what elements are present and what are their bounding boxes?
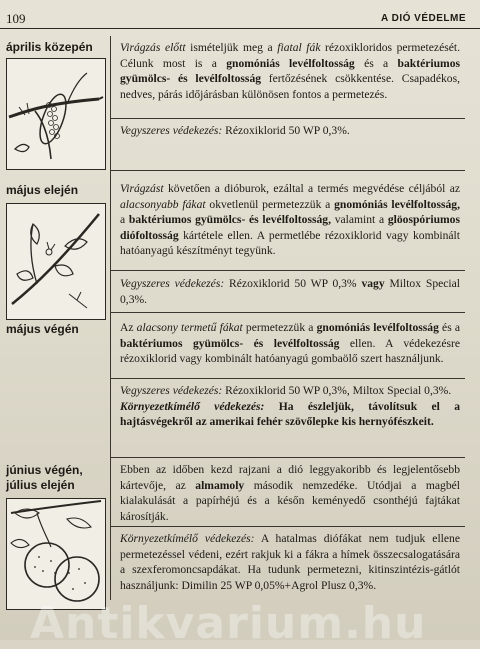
section-label-may-late: május végén — [6, 322, 79, 336]
section-label-june: június végén, július elején — [6, 463, 83, 492]
catkin-illustration — [6, 58, 106, 170]
watermark: Antikvarium.hu — [30, 598, 427, 649]
section-label-may-early: május elején — [6, 183, 79, 197]
divider — [110, 270, 465, 271]
walnut-illustration — [6, 498, 106, 610]
divider — [110, 526, 465, 527]
divider — [110, 118, 465, 119]
walnut-fruit-drawing — [7, 499, 105, 609]
divider — [110, 312, 465, 313]
treatment-april: Vegyszeres védekezés: Rézoxiklorid 50 WP 0,3%. — [120, 124, 350, 137]
walnut-flower-drawing — [7, 204, 105, 319]
section-text-june: Ebben az időben kezd rajzani a dió leggyakoribb és legjelentősebb kártevője, az almamoly második nemzedéke. Utódjai a magbél kialakulását a papírhéjú és a későn keményedő csonthéjú fajtákat károsítják. — [120, 463, 460, 523]
running-head: A DIÓ VÉDELME — [380, 13, 466, 24]
section-text-may-late: Az alacsony termetű fákat permetezzük a gnomóniás levélfoltosság és a baktériumos gyümölcs- és levélfoltosság ellen. A védekezésre rézoxiklorid vagy kombinált hatóanyagú gombaölő szert használjunk. — [120, 321, 461, 366]
divider — [110, 457, 465, 458]
section-label-april: április közepén — [6, 40, 93, 54]
paragraph: Virágzás előtt ismételjük meg a fiatal fák rézoxikloridos permetezését. Célunk most is a gnomóniás levélfoltosság és a baktériumos gyümölcs- és levélfoltosság fertőzésének csökkentése. Csapadékos, nedves, párás időjárásban különösen fontos a permetezés. — [120, 41, 461, 101]
walnut-catkin-drawing — [7, 59, 105, 169]
treatment-may-early: Vegyszeres védekezés: Rézoxiklorid 50 WP 0,3% vagy Miltox Special 0,3%. — [120, 277, 460, 306]
treatment-may-late: Vegyszeres védekezés: Rézoxiklorid 50 WP 0,3%, Miltox Special 0,3%. Környezetkímélő védekezés: Ha észleljük, távolítsuk el a hajtásvégekről az amerikai fehér szövőlepke kis hernyófészkeit. — [120, 384, 460, 429]
section-text-april — [120, 40, 460, 102]
page-header — [0, 12, 480, 29]
flower-illustration — [6, 203, 106, 320]
treatment-june: Környezetkímélő védekezés: A hatalmas diófákat nem tudjuk ellene permetezéssel védeni, ezért rakjuk ki a fákra a hímek összecsalogatására a szexferomoncsapdákat. Ha tudunk permetezni, kitinszintézis-gátlót használjunk: Dimilin 25 WP 0,05%+Agrol Plusz 0,3%. — [120, 532, 460, 592]
page-number: 109 — [6, 11, 26, 26]
divider — [110, 378, 465, 379]
column-divider — [110, 36, 111, 600]
divider — [110, 170, 465, 171]
section-text-may-early: Virágzást követően a dióburok, ezáltal a termés megvédése céljából az alacsonyabb fákat okvetlenül permetezzük a gnomóniás levélfoltosság, a baktériumos gyümölcs- és levélfoltosság, valamint a glöospóriumos diófoltosság kártétele ellen. A permetlébe rézoxiklorid vagy kombinált hatóanyagú készítményt tegyünk. — [120, 182, 460, 258]
